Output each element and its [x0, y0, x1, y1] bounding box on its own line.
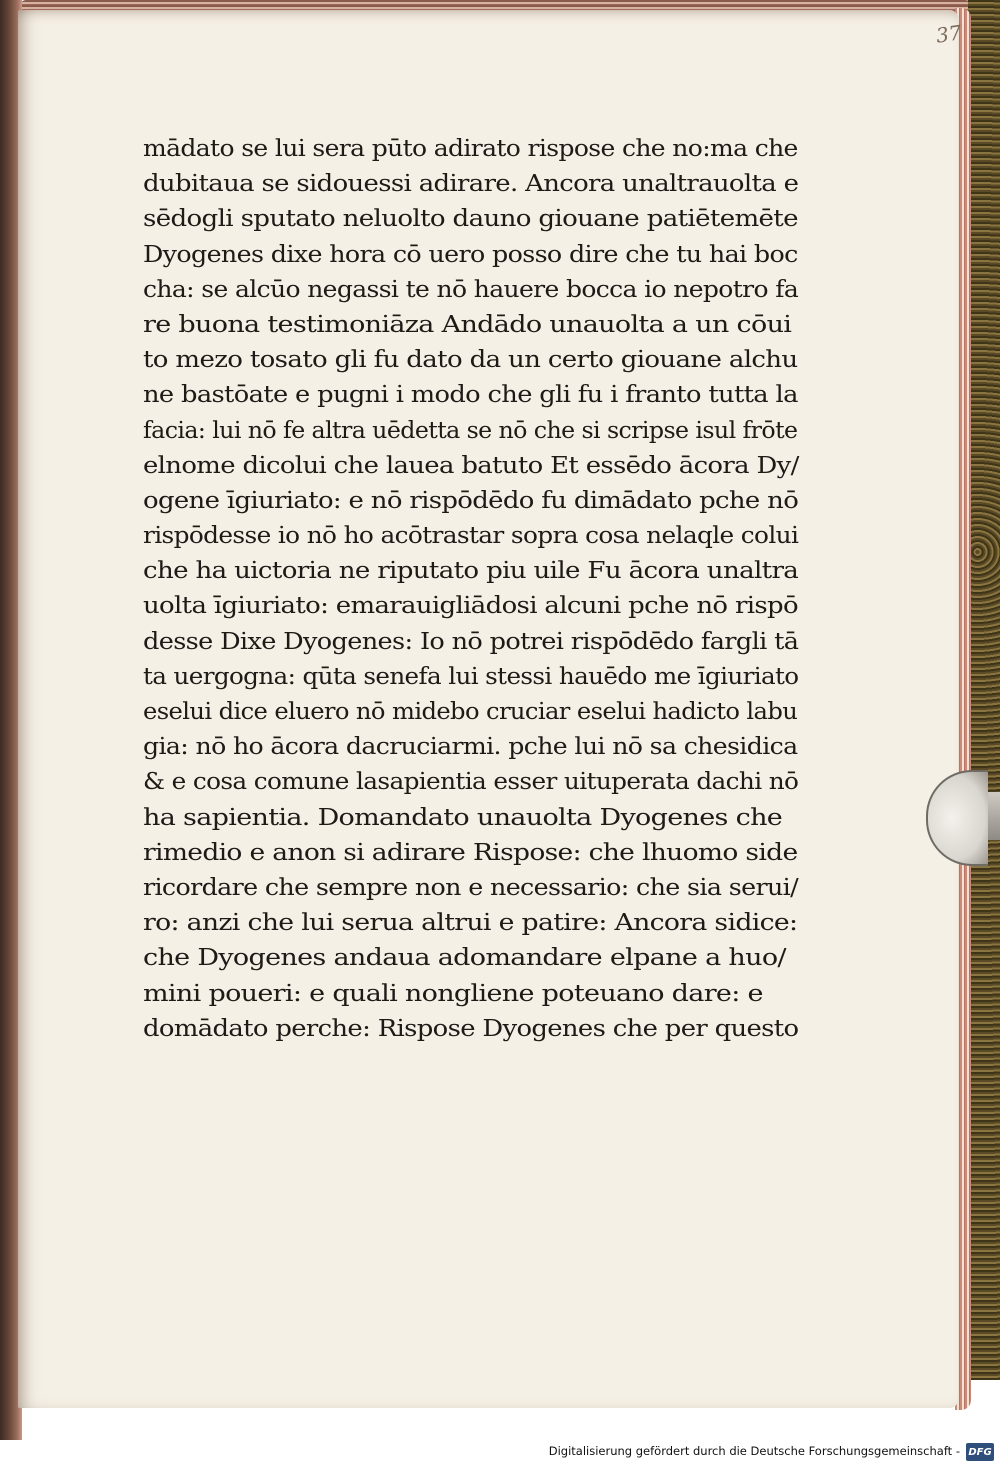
page-text — [143, 131, 803, 1046]
text-line: mini poueri: e quali nongliene poteuano dare: e — [143, 978, 763, 1007]
cover-board — [968, 0, 1000, 1380]
text-line: mādato se lui sera pūto adirato rispose che no:ma che — [143, 134, 798, 162]
text-line: rimedio e anon si adirare Rispose: che lhuomo side — [143, 837, 798, 866]
text-line: gia: nō ho ācora dacruciarmi. pche lui nō sa chesidica — [143, 732, 798, 761]
funding-credit: Digitalisierung gefördert durch die Deutsche Forschungsgemeinschaft - — [548, 1444, 960, 1458]
text-line: cha: se alcūo negassi te nō hauere bocca io nepotro fa — [143, 274, 799, 303]
text-line: ogene īgiuriato: e nō rispōdēdo fu dimādato pche nō — [143, 485, 799, 514]
text-line: uolta īgiuriato: emarauigliādosi alcuni pche nō rispō — [143, 591, 798, 620]
text-line: sēdogli sputato neluolto dauno giouane patiētemēte — [143, 204, 798, 233]
text-line: facia: lui nō fe altra uēdetta se nō che si scripse isul frōte — [143, 415, 798, 444]
text-line: domādato perche: Rispose Dyogenes che per questo — [143, 1013, 799, 1042]
text-line: re buona testimoniāza Andādo unauolta a un cōui — [143, 309, 792, 338]
text-line: ro: anzi che lui serua altrui e patire: Ancora sidice: — [143, 908, 798, 937]
text-line: Dyogenes dixe hora cō uero posso dire che tu hai boc — [143, 239, 798, 268]
text-line: elnome dicolui che lauea batuto Et essēdo ācora Dy/ — [143, 450, 799, 479]
footer-bar — [0, 1440, 1000, 1465]
text-line: che ha uictoria ne riputato piu uile Fu ācora unaltra — [143, 556, 799, 585]
text-line: che Dyogenes andaua adomandare elpane a huo/ — [143, 943, 786, 972]
text-line: eselui dice eluero nō midebo cruciar eselui hadicto labu — [143, 697, 798, 725]
text-line: ha sapientia. Domandato unauolta Dyogenes che — [143, 802, 783, 831]
text-line: ta uergogna: qūta senefa lui stessi hauēdo me īgiuriato — [143, 661, 799, 690]
text-line: rispōdesse io nō ho acōtrastar sopra cosa nelaqle colui — [143, 521, 799, 550]
text-line: & e cosa comune lasapientia esser uituperata dachi nō — [143, 767, 799, 796]
text-line: ne bastōate e pugni i modo che gli fu i franto tutta la — [143, 380, 798, 409]
text-line: to mezo tosato gli fu dato da un certo giouane alchu — [143, 345, 798, 374]
folio-number: 37 — [934, 20, 963, 48]
text-line: desse Dixe Dyogenes: Io nō potrei rispōdēdo fargli tā — [143, 626, 799, 655]
text-line: dubitaua se sidouessi adirare. Ancora unaltrauolta e — [143, 169, 799, 198]
text-line: ricordare che sempre non e necessario: che sia serui/ — [143, 872, 798, 901]
dfg-logo-icon: DFG — [966, 1443, 994, 1461]
